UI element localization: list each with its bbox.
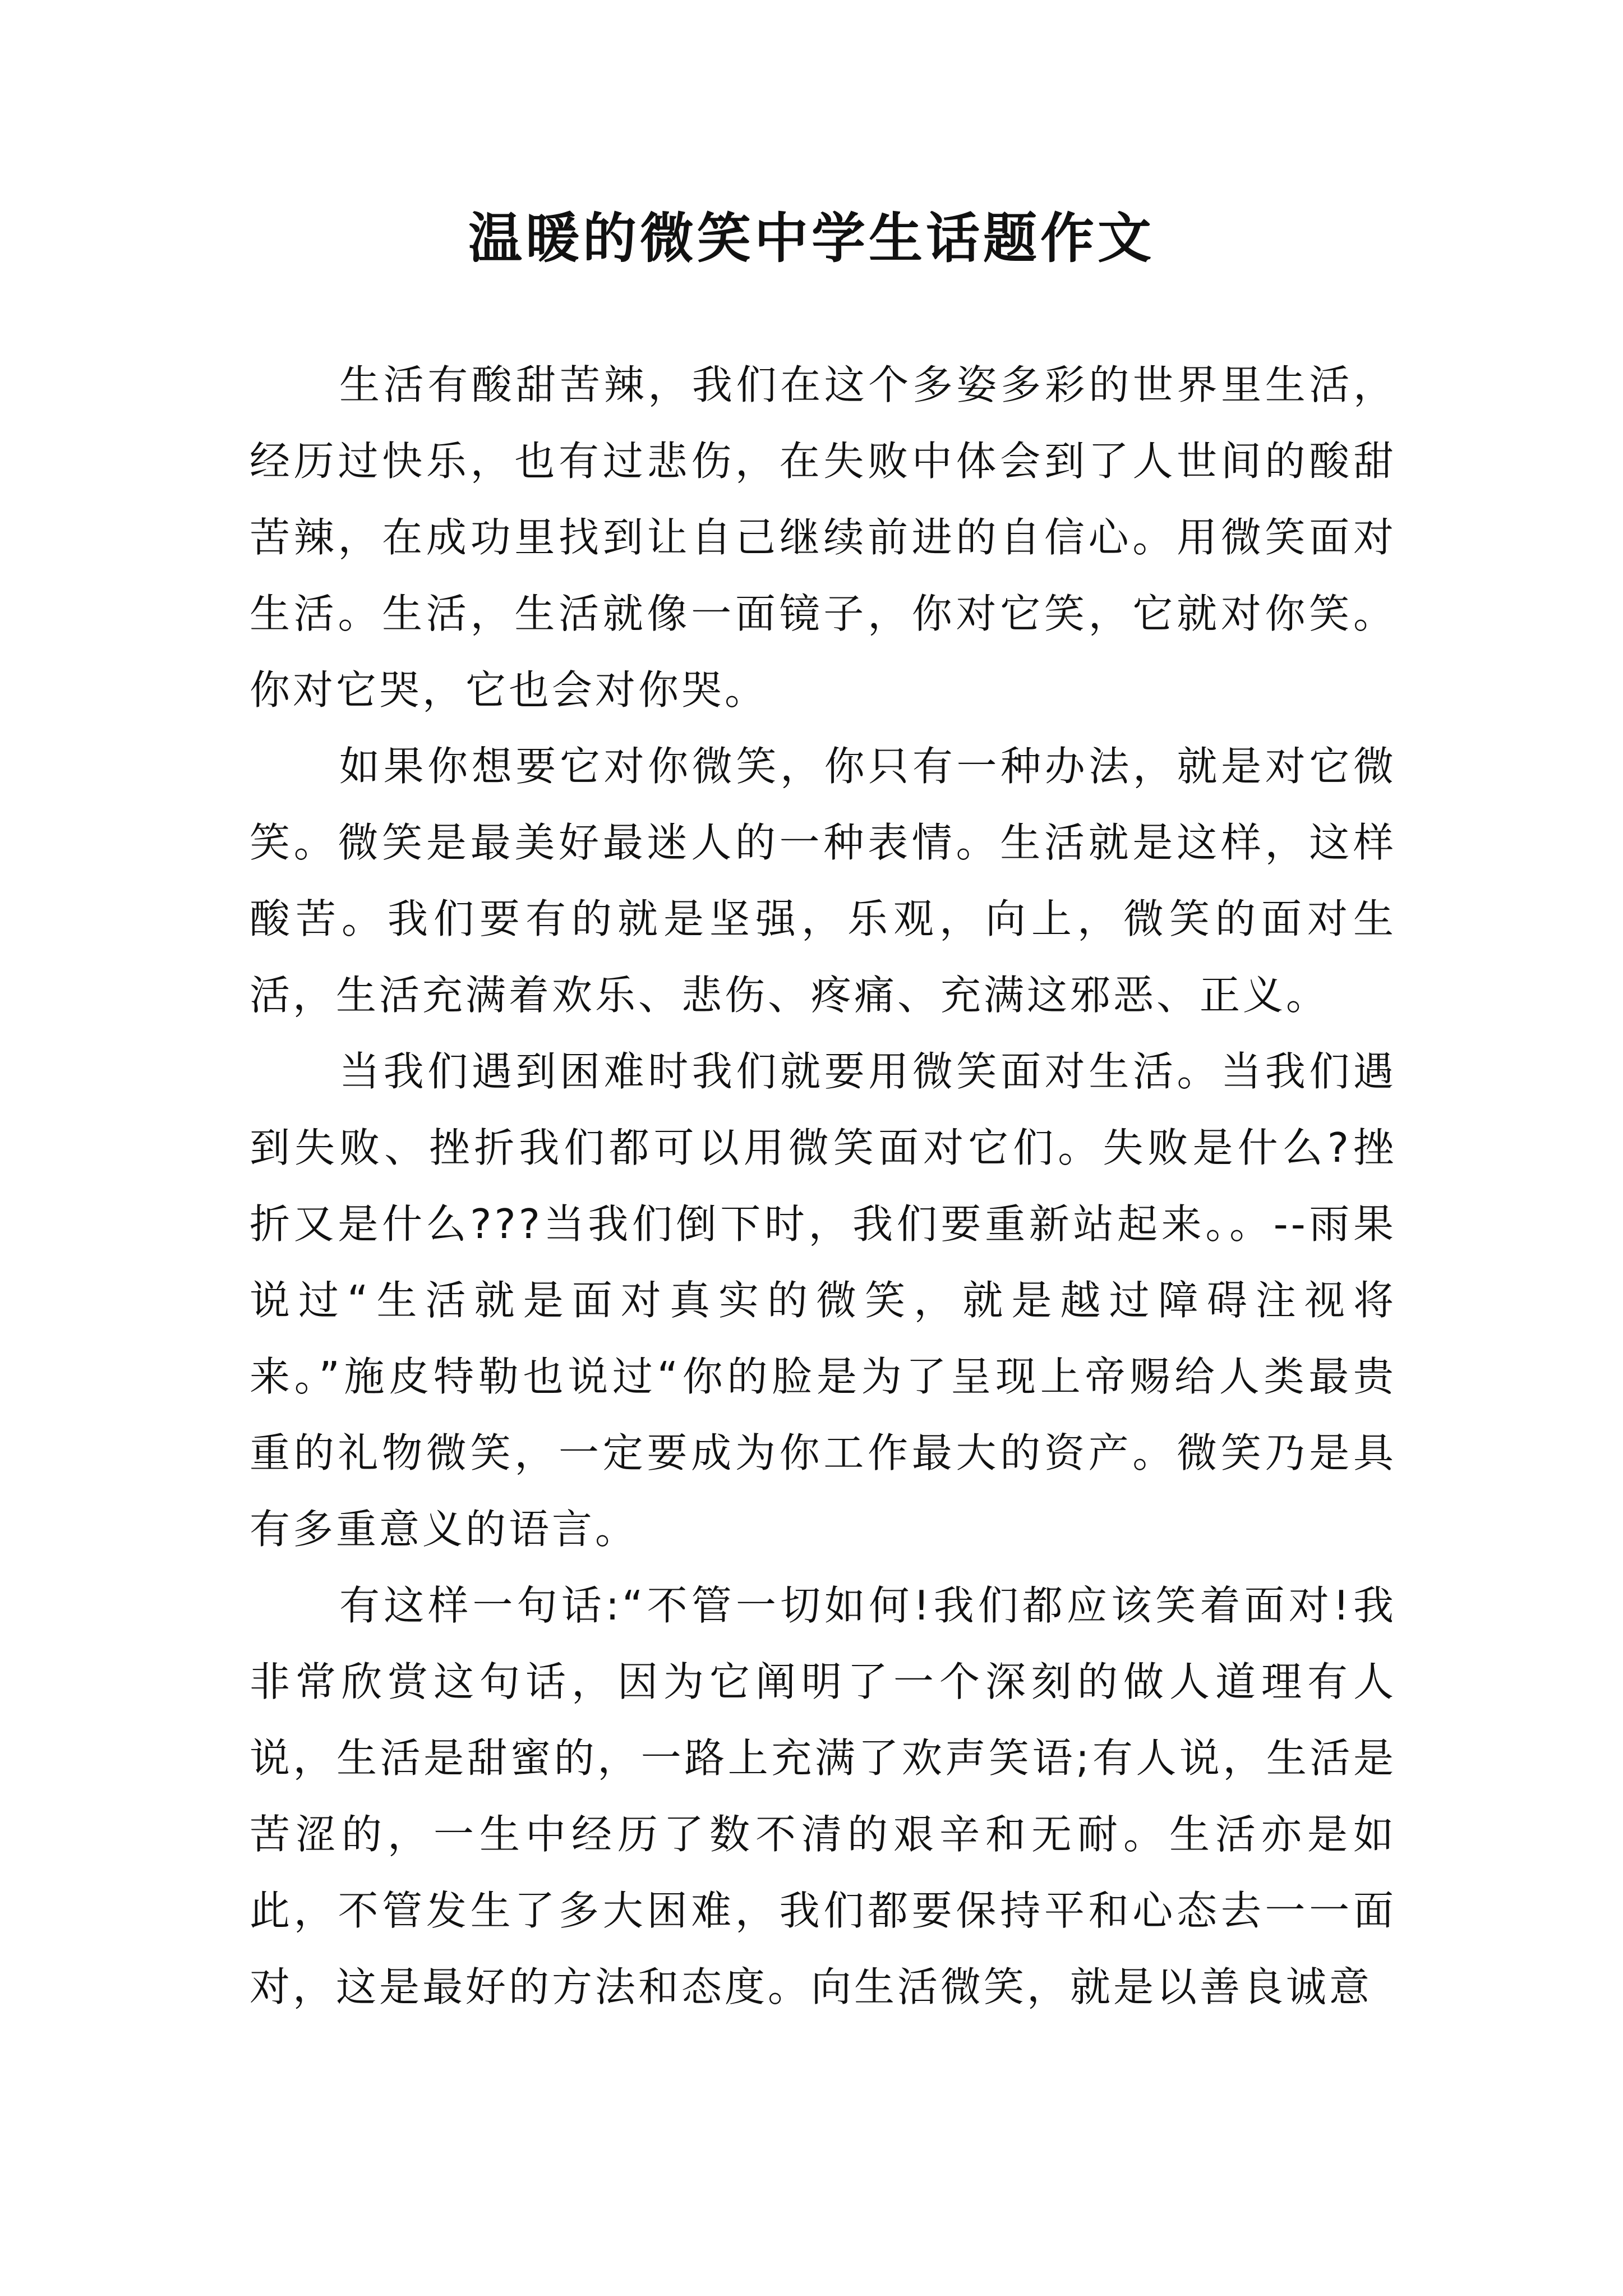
paragraph-1: 生活有酸甜苦辣，我们在这个多姿多彩的世界里生活，经历过快乐，也有过悲伤，在失败中体会到了人世间的酸甜苦辣，在成功里找到让自己继续前进的自信心。用微笑面对生活。生活，生活就像一面镜子，你对它笑，它就对你笑。你对它哭，它也会对你哭。 xyxy=(250,361,1396,714)
paragraph-3: 当我们遇到困难时我们就要用微笑面对生活。当我们遇到失败、挫折我们都可以用微笑面对它们。失败是什么?挫折又是什么???当我们倒下时，我们要重新站起来。。--雨果说过“生活就是面对真实的微笑，就是越过障碍注视将来。”施皮特勒也说过“你的脸是为了呈现上帝赐给人类最贵重的礼物微笑，一定要成为你工作最大的资产。微笑乃是具有多重意义的语言。 xyxy=(250,1048,1396,1553)
paragraph-4: 有这样一句话:“不管一切如何!我们都应该笑着面对!我非常欣赏这句话，因为它阐明了一个深刻的做人道理有人说，生活是甜蜜的，一路上充满了欢声笑语;有人说，生活是苦涩的，一生中经历了数不清的艰辛和无耐。生活亦是如此，不管发生了多大困难，我们都要保持平和心态去一一面对，这是最好的方法和态度。向生活微笑，就是以善良诚意 xyxy=(250,1582,1396,2010)
document-title: 温暖的微笑中学生话题作文 xyxy=(468,206,1155,270)
paragraph-2: 如果你想要它对你微笑，你只有一种办法，就是对它微笑。微笑是最美好最迷人的一种表情。生活就是这样，这样酸苦。我们要有的就是坚强，乐观，向上，微笑的面对生活，生活充满着欢乐、悲伤、疼痛、充满这邪恶、正义。 xyxy=(250,743,1396,1019)
document-body xyxy=(250,347,1396,2025)
